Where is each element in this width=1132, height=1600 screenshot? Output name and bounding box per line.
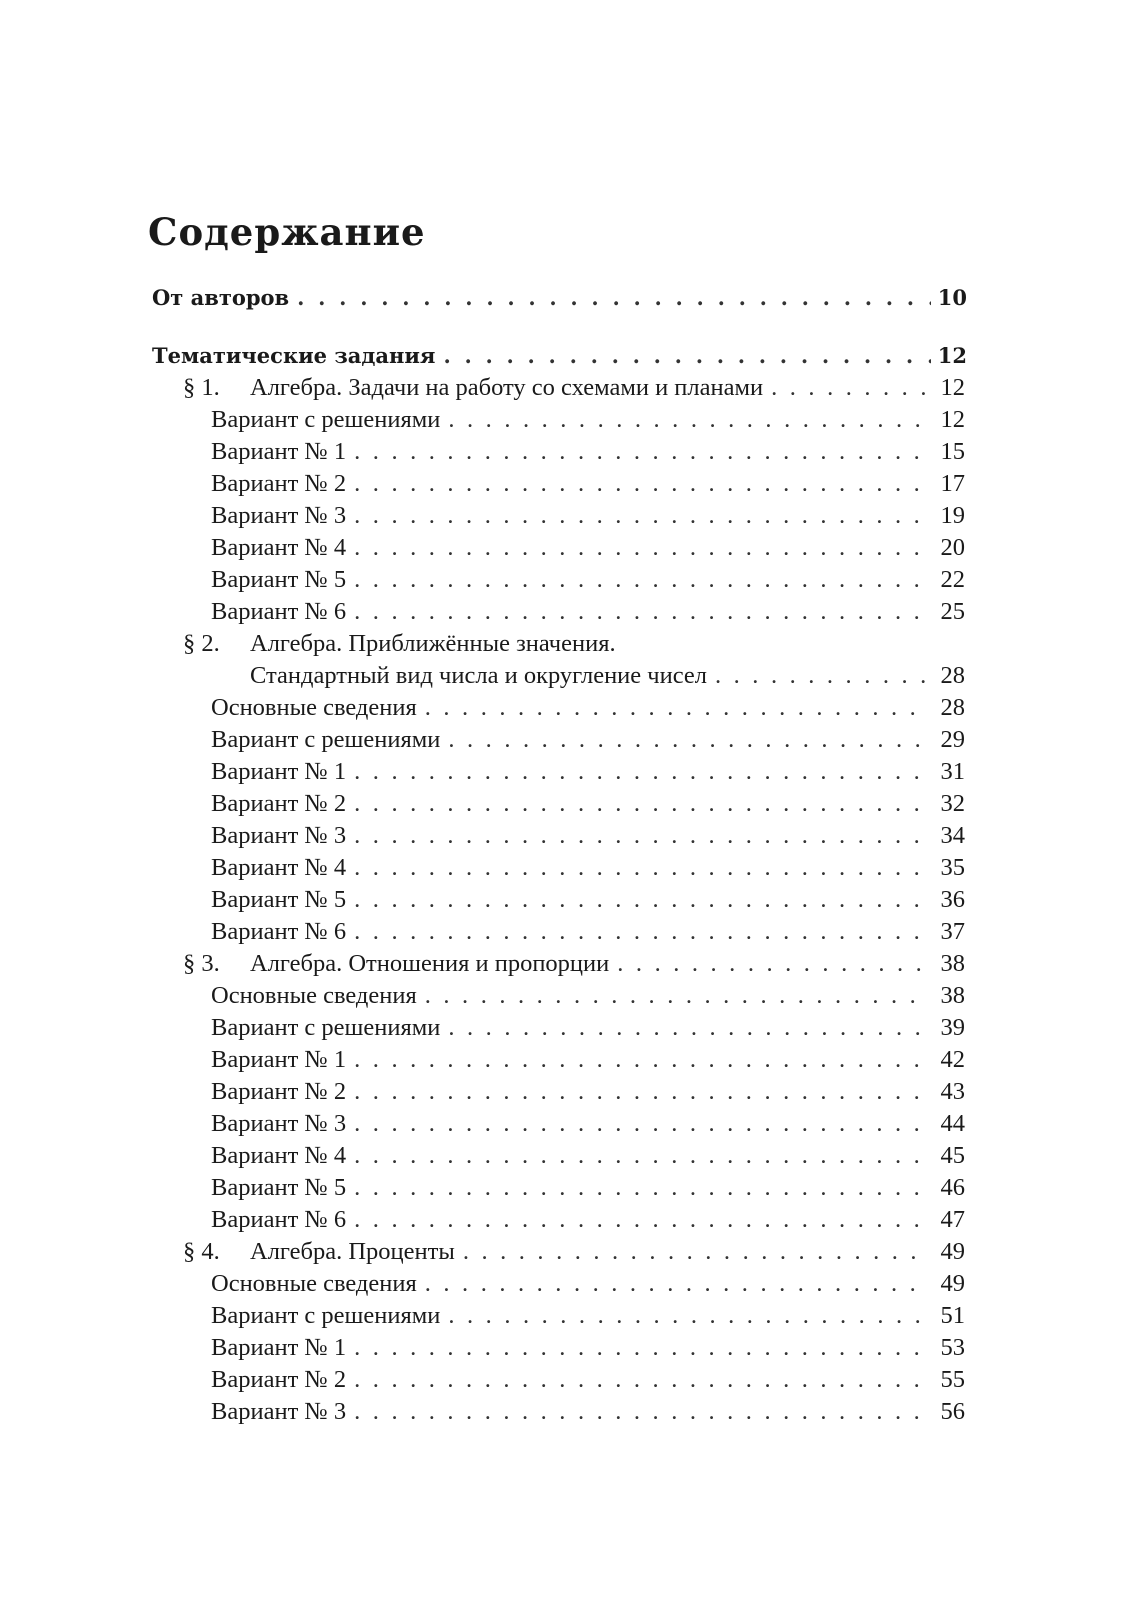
toc-entry[interactable]	[211, 852, 965, 884]
dot-leader	[354, 916, 925, 948]
toc-entry-title: Вариант № 1	[211, 1334, 347, 1361]
dot-leader	[354, 1396, 925, 1428]
toc-entry-title: Тематические задания	[152, 343, 436, 368]
toc-page-number: 32	[940, 790, 965, 817]
dot-leader	[354, 468, 925, 500]
dot-leader	[617, 948, 925, 980]
toc-page-number: 19	[940, 502, 965, 529]
toc-entry[interactable]	[211, 1332, 965, 1364]
toc-entry-title: Основные сведения	[211, 982, 417, 1009]
dot-leader	[354, 820, 925, 852]
toc-entry-title: Алгебра. Проценты	[250, 1238, 455, 1265]
toc-entry-title: Вариант № 2	[211, 1078, 347, 1105]
toc-page-number: 55	[940, 1366, 965, 1393]
toc-page-number: 43	[940, 1078, 965, 1105]
toc-page-number: 10	[937, 285, 967, 310]
toc-page-number: 38	[940, 982, 965, 1009]
toc-entry[interactable]	[211, 532, 965, 564]
dot-leader	[425, 980, 925, 1012]
toc-entry-title: Вариант № 1	[211, 438, 347, 465]
toc-entry[interactable]	[211, 788, 965, 820]
toc-entry-title: Вариант с решениями	[211, 406, 441, 433]
toc-page-number: 53	[940, 1334, 965, 1361]
toc-entry[interactable]	[183, 948, 965, 980]
dot-leader	[354, 1204, 925, 1236]
toc-entry-title: Вариант с решениями	[211, 1302, 441, 1329]
toc-entry[interactable]	[211, 1204, 965, 1236]
toc-entry-title: Вариант № 6	[211, 918, 347, 945]
dot-leader	[425, 692, 925, 724]
toc-section-number: § 3.	[183, 950, 220, 977]
dot-leader	[443, 340, 931, 372]
toc-entry-title: Вариант № 5	[211, 1174, 347, 1201]
toc-page-number: 17	[940, 470, 965, 497]
toc-entry[interactable]	[211, 436, 965, 468]
toc-page-number: 51	[940, 1302, 965, 1329]
toc-entry-title: Стандартный вид числа и округление чисел	[250, 662, 707, 689]
toc-entry-title: Вариант № 1	[211, 758, 347, 785]
toc-section-number: § 4.	[183, 1238, 220, 1265]
dot-leader	[297, 282, 931, 314]
dot-leader	[354, 1108, 925, 1140]
toc-entry-title: Вариант № 2	[211, 470, 347, 497]
toc-entry-title: Вариант № 5	[211, 886, 347, 913]
toc-entry[interactable]	[211, 500, 965, 532]
toc-entry-title: Вариант № 3	[211, 1110, 347, 1137]
dot-leader	[354, 884, 925, 916]
toc-entry[interactable]	[211, 980, 965, 1012]
toc-page-number: 29	[940, 726, 965, 753]
toc-entry-title: Вариант № 3	[211, 502, 347, 529]
dot-leader	[354, 564, 925, 596]
toc-page-number: 49	[940, 1238, 965, 1265]
toc-entry[interactable]	[211, 1364, 965, 1396]
toc-entry[interactable]	[211, 1044, 965, 1076]
page-title: Содержание	[148, 210, 426, 254]
toc-page-number: 36	[940, 886, 965, 913]
toc-page-number: 28	[940, 662, 965, 689]
toc-entry-title: Вариант № 5	[211, 566, 347, 593]
toc-entry[interactable]	[152, 282, 967, 314]
toc-page-number: 28	[940, 694, 965, 721]
toc-entry[interactable]	[211, 404, 965, 436]
dot-leader	[354, 788, 925, 820]
toc-entry[interactable]	[211, 1140, 965, 1172]
toc-entry-title: Алгебра. Задачи на работу со схемами и планами	[250, 374, 764, 401]
dot-leader	[463, 1236, 925, 1268]
dot-leader	[448, 724, 925, 756]
toc-entry[interactable]	[152, 340, 967, 372]
toc-page-number: 38	[940, 950, 965, 977]
toc-page-number: 47	[940, 1206, 965, 1233]
dot-leader	[354, 532, 925, 564]
toc-entry-title: Алгебра. Отношения и пропорции	[250, 950, 610, 977]
toc-page-number: 12	[940, 406, 965, 433]
dot-leader	[715, 660, 925, 692]
dot-leader	[425, 1268, 925, 1300]
toc-page-number: 15	[940, 438, 965, 465]
toc-page-number: 37	[940, 918, 965, 945]
toc-entry-title: Вариант с решениями	[211, 726, 441, 753]
toc-page-number: 35	[940, 854, 965, 881]
toc-entry-title: Вариант № 2	[211, 1366, 347, 1393]
toc-entry-title: Вариант № 2	[211, 790, 347, 817]
dot-leader	[354, 1140, 925, 1172]
toc-entry[interactable]	[211, 884, 965, 916]
toc-entry-title: Вариант № 6	[211, 598, 347, 625]
toc-entry[interactable]	[183, 628, 965, 660]
dot-leader	[354, 1044, 925, 1076]
toc-page-number: 34	[940, 822, 965, 849]
toc-page-number: 56	[940, 1398, 965, 1425]
toc-section-number: § 2.	[183, 630, 220, 657]
toc-entry[interactable]	[211, 724, 965, 756]
dot-leader	[448, 1300, 925, 1332]
toc-section-number: § 1.	[183, 374, 220, 401]
toc-entry-title: Вариант № 4	[211, 854, 347, 881]
toc-entry[interactable]	[211, 692, 965, 724]
toc-entry-title: От авторов	[152, 285, 290, 310]
toc-entry[interactable]	[211, 756, 965, 788]
toc-page-number: 39	[940, 1014, 965, 1041]
dot-leader	[448, 404, 925, 436]
toc-entry[interactable]	[211, 1396, 965, 1428]
toc-entry-title: Вариант № 6	[211, 1206, 347, 1233]
dot-leader	[354, 852, 925, 884]
toc-entry[interactable]	[211, 1076, 965, 1108]
toc-entry[interactable]	[211, 916, 965, 948]
dot-leader	[354, 1332, 925, 1364]
dot-leader	[354, 500, 925, 532]
dot-leader	[354, 1172, 925, 1204]
toc-entry-title: Алгебра. Приближённые значения.	[250, 630, 616, 657]
toc-page-number: 31	[940, 758, 965, 785]
toc-page-number: 12	[937, 343, 967, 368]
toc-page-number: 49	[940, 1270, 965, 1297]
toc-entry-title: Вариант № 3	[211, 1398, 347, 1425]
toc-page-number: 12	[940, 374, 965, 401]
toc-entry[interactable]	[211, 564, 965, 596]
toc-page-number: 44	[940, 1110, 965, 1137]
dot-leader	[354, 756, 925, 788]
dot-leader	[354, 1364, 925, 1396]
dot-leader	[354, 1076, 925, 1108]
toc-page-number: 20	[940, 534, 965, 561]
toc-entry-title: Вариант № 1	[211, 1046, 347, 1073]
toc-entry-title: Вариант № 4	[211, 534, 347, 561]
toc-entry[interactable]	[183, 1236, 965, 1268]
toc-entry[interactable]	[211, 1300, 965, 1332]
toc-entry[interactable]	[211, 596, 965, 628]
toc-entry[interactable]	[211, 820, 965, 852]
toc-entry-title: Вариант с решениями	[211, 1014, 441, 1041]
toc-page-number: 42	[940, 1046, 965, 1073]
toc-entry[interactable]	[211, 1012, 965, 1044]
toc-page-number: 45	[940, 1142, 965, 1169]
dot-leader	[354, 596, 925, 628]
dot-leader	[354, 436, 925, 468]
toc-entry-title: Вариант № 4	[211, 1142, 347, 1169]
toc-page-number: 46	[940, 1174, 965, 1201]
toc-entry-title: Основные сведения	[211, 694, 417, 721]
toc-entry-title: Основные сведения	[211, 1270, 417, 1297]
toc-page-number: 25	[940, 598, 965, 625]
toc-entry[interactable]	[250, 660, 965, 692]
toc-entry[interactable]	[183, 372, 965, 404]
toc-entry[interactable]	[211, 1108, 965, 1140]
toc-page-number: 22	[940, 566, 965, 593]
toc-entry[interactable]	[211, 468, 965, 500]
toc-entry-title: Вариант № 3	[211, 822, 347, 849]
toc-entry[interactable]	[211, 1268, 965, 1300]
toc-entry[interactable]	[211, 1172, 965, 1204]
dot-leader	[771, 372, 925, 404]
dot-leader	[448, 1012, 925, 1044]
